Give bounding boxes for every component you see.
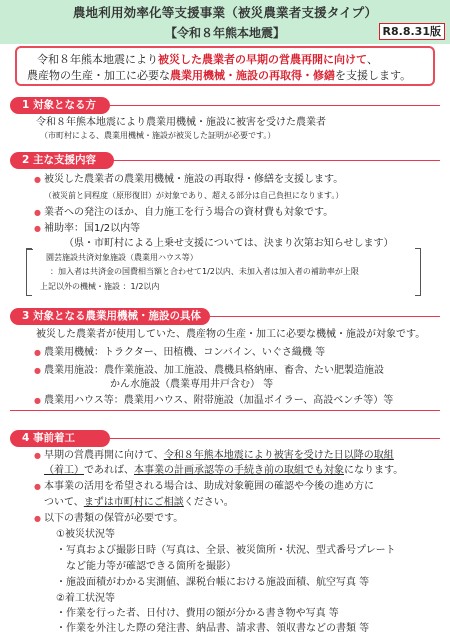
section-4-bullet-3: ● 以下の書類の保管が必要です。 xyxy=(44,512,183,526)
bracket-line-2: ：加入者は共済金の国費相当額と合わせて1/2以内、未加入者は加入者の補助率が上限 xyxy=(50,267,359,276)
section-4-sub-2: ②着工状況等 xyxy=(56,593,115,604)
section-4-underlined: まずは市町村にご相談 xyxy=(83,497,184,508)
section-4-sub-1b: ・施設面積がわかる実測値、課税台帳における施設面積、航空写真 等 xyxy=(56,577,370,588)
section-3-bullet-2: ● 農業用施設：農作業施設、加工施設、農機具格納庫、畜舎、たい肥製造施設 xyxy=(44,364,384,378)
section-3-intro: 被災した農業者が使用していた、農産物の生産・加工に必要な機械・施設が対象です。 xyxy=(36,329,426,340)
summary-box xyxy=(15,46,435,86)
section-3-bullet-2-cont: かん水施設（農業専用井戸含む） 等 xyxy=(110,379,274,390)
section-2-bullet-1-note: （被災前と同程度（原形復旧）が対象であり、超える部分は自己負担になります。） xyxy=(44,191,344,200)
section-4-bullet-1 xyxy=(44,449,394,463)
summary-text: 農産物の生産・加工に必要な xyxy=(27,69,170,82)
summary-text: 、 xyxy=(367,53,378,66)
summary-highlight: 被災した農業者の早期の営農再開に向けて xyxy=(158,53,367,66)
summary-text: を支援します。 xyxy=(335,69,412,82)
section-3-bottom-rule xyxy=(10,410,440,411)
summary-text: 令和８年熊本地震により xyxy=(37,53,158,66)
section-2-bullet-1: ● 被災した農業者の農業用機械・施設の再取得・修繕を支援します。 xyxy=(44,173,343,187)
section-3-bullet-1: ● 農業用機械：トラクター、田植機、コンバイン、いぐさ織機 等 xyxy=(44,346,325,360)
section-4-sub-2b: ・作業を外注した際の発注書、納品書、請求書、領収書などの書類 等 xyxy=(56,623,370,634)
section-2-bullet-2: ● 業者への発注のほか、自力施工を行う場合の資材費も対象です。 xyxy=(44,206,333,220)
bracket-line-1: 園芸施設共済対象施設（農業用ハウス等） xyxy=(46,253,198,262)
section-4-sub-1a-cont: など能力等が確認できる箇所を撮影） xyxy=(66,561,236,572)
summary-line-2 xyxy=(27,68,423,84)
page-title: 農地利用効率化等支援事業（被災農業者支援タイプ） xyxy=(72,5,378,20)
section-4-text: になります。 xyxy=(344,465,404,476)
section-1-note: （市町村による、農業用機械・施設が被災した証明が必要です。） xyxy=(40,131,276,140)
section-4-bullet-2: ● 本事業の活用を希望される場合は、助成対象範囲の確認や今後の進め方に xyxy=(44,480,374,494)
page-subtitle: 【令和８年熊本地震】 xyxy=(164,26,285,40)
header-band xyxy=(0,0,450,44)
section-4-bullet-1-line-2 xyxy=(44,464,403,478)
summary-line-1 xyxy=(27,52,423,68)
section-1-heading: 1 対象となる方 xyxy=(10,97,110,114)
section-4-text: 早期の営農再開に向けて、 xyxy=(44,450,164,461)
section-2-bullet-3-sub: （県・市町村による上乗せ支援については、決まり次第お知らせします） xyxy=(64,238,394,249)
section-4-heading: 4 事前着工 xyxy=(10,430,110,447)
summary-highlight: 農業用機械・施設の再取得・修繕 xyxy=(170,69,335,82)
section-4-underlined: 令和８年熊本地震により被害を受けた日以降の取組 xyxy=(163,450,394,461)
section-4-text: であれば、 xyxy=(84,465,134,476)
section-4-text: ついて、 xyxy=(44,497,84,508)
section-4-sub-2a: ・作業を行った者、日付け、費用の額が分かる書き物や写真 等 xyxy=(56,608,339,619)
section-4-sub-1a: ・写真および撮影日時（写真は、全景、被災箇所・状況、型式番号プレート xyxy=(56,545,396,556)
section-2-heading: 2 主な支援内容 xyxy=(10,152,114,169)
edition-badge: R8.8.31版 xyxy=(379,23,445,40)
section-4-text: ください。 xyxy=(183,497,234,508)
bracket-line-3: 上記以外の機械・施設 ：1/2以内 xyxy=(40,282,160,291)
section-3-bullet-3: ● 農業用ハウス等：農業用ハウス、附帯施設（加温ボイラー、高設ベンチ等）等 xyxy=(44,394,393,408)
section-4-sub-1: ①被災状況等 xyxy=(56,529,115,540)
section-2-bullet-3: ● 補助率：国1/2以内等 xyxy=(44,222,140,236)
section-4-bullet-2-line-2 xyxy=(44,496,234,510)
section-1-text: 令和８年熊本地震により農業用機械・施設に被害を受けた農業者 xyxy=(36,117,326,128)
section-4-underlined: 本事業の計画承認等の手続き前の取組でも対象 xyxy=(134,465,344,476)
section-4-underlined: （着工） xyxy=(44,465,84,476)
section-3-heading: 3 対象となる農業用機械・施設の具体例 xyxy=(10,308,210,325)
